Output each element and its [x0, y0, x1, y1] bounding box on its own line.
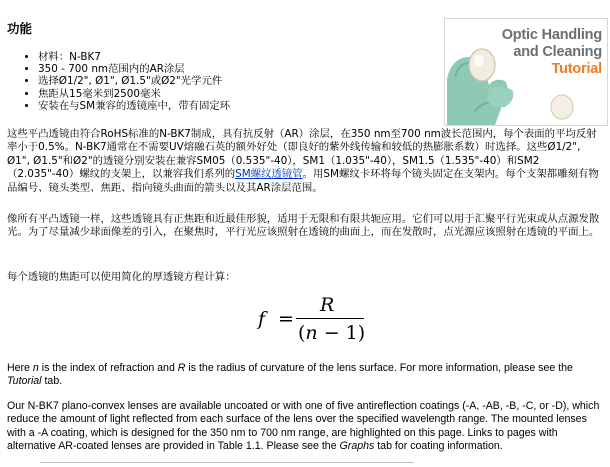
feature-item: • 350 - 700 nm范围内的AR涂层 [38, 63, 230, 75]
tutorial-title-line1: Optic Handling [501, 27, 602, 43]
formula-denominator: (n − 1) [298, 322, 366, 344]
feature-list [22, 51, 230, 112]
feature-item: • 焦距从15毫米到2500毫米 [38, 88, 230, 100]
formula-equals: = [278, 308, 294, 330]
description-paragraph-1: 这些平凸透镜由符合RoHS标准的N-BK7制成，具有抗反射（AR）涂层，在350 nm至700 nm波长范围内，每个表面的平均反射率小于0.5%。N-BK7通常在不需要UV熔融石英的额外好处（即良好的紫外线传输和较低的热膨胀系数）时选择。这些Ø1/2", Ø1", Ø1.5"和Ø2"的透镜分别安装在兼容SM05（0.535"-40），SM1（1.035"-40），SM1.5（1.535"-40）和SM2（2.035"-40）螺纹的支架上，以兼容我们系列的SM螺纹透镜管。用SM螺纹卡环将每个镜头固定在支架内。每个支架都雕刻有物品编号、镜头类型、焦距、指向镜头曲面的箭头以及其AR涂层范围。 [7, 128, 599, 194]
formula-numerator: R [320, 294, 335, 316]
feature-item: • 材料：N-BK7 [38, 51, 230, 63]
tutorial-tab-ref: Tutorial [7, 375, 42, 388]
footer-divider [40, 462, 414, 463]
feature-item: • 安装在与SM兼容的透镜座中，带有固定环 [38, 100, 230, 112]
description-paragraph-5: Our N-BK7 plano-convex lenses are available uncoated or with one of five antireflection coatings (-A, -AB, -B, -C, or -D), which reduce the amount of light reflected from each surface of the lens over the specified wavelength range. The mounted lenses with a -A coating, which is designed for the 350 nm to 700 nm range, are highlighted on this page. Links to pages with alternative AR-coated lenses are provided in Table 1.1. Please see the Graphs tab for coating information. [7, 400, 600, 453]
description-paragraph-2: 像所有平凸透镜一样，这些透镜具有正焦距和近最佳形貌，适用于无限和有限共轭应用。它们可以用于汇聚平行光束或从点源发散光。为了尽量减少球面像差的引入，在聚焦时，平行光应该照射在透镜的曲面上，而在发散时，点光源应该照射在透镜的平面上。 [7, 213, 600, 239]
feature-item: • 选择Ø1/2", Ø1", Ø1.5"或Ø2"光学元件 [38, 75, 230, 87]
tutorial-title-line2: and Cleaning [513, 44, 602, 60]
formula-lhs: f [258, 308, 266, 330]
sm-lens-tube-link[interactable]: SM螺纹透镜管 [235, 168, 303, 181]
tutorial-card-link[interactable] [444, 18, 608, 126]
formula-fraction-bar [296, 318, 364, 319]
graphs-tab-ref: Graphs [339, 440, 375, 453]
description-paragraph-4: Here n is the index of refraction and R is the radius of curvature of the lens surface. For more information, please see the Tutorial tab. [7, 362, 573, 388]
section-title: 功能 [7, 21, 33, 36]
formula-intro: 每个透镜的焦距可以使用简化的厚透镜方程计算： [7, 271, 236, 283]
tutorial-title-line3: Tutorial [551, 61, 602, 77]
